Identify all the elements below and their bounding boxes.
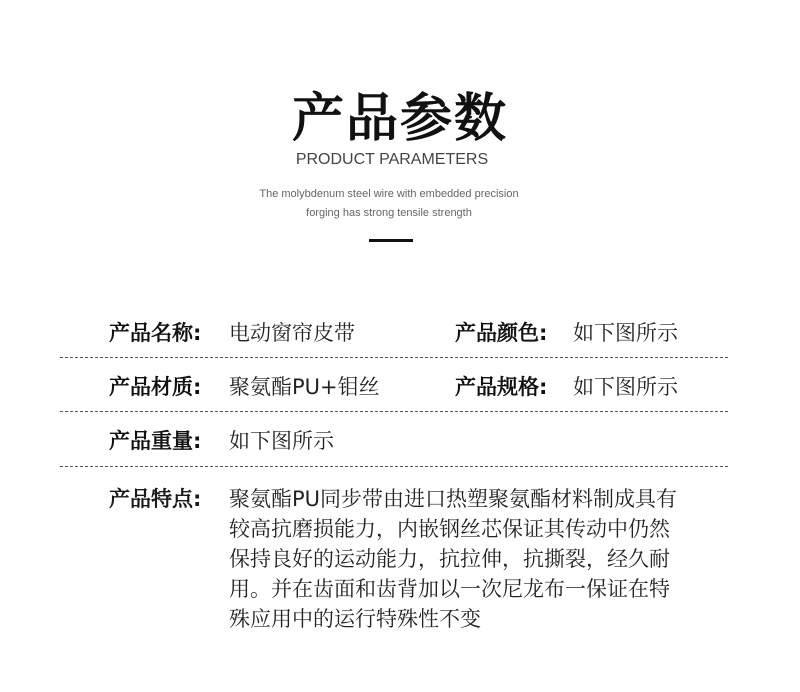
description-line-2: forging has strong tensile strength [306,207,472,219]
row-separator [60,357,728,358]
row-separator [60,411,728,412]
title-underline [369,239,413,242]
description-line-1: The molybdenum steel wire with embedded precision [259,188,519,200]
product-color-label: 产品颜色: [455,321,548,345]
param-row-weight [0,426,800,456]
product-weight-value: 如下图所示 [229,429,334,453]
product-features-text: 聚氨酯PU同步带由进口热塑聚氨酯材料制成具有较高抗磨损能力，内嵌钢丝芯保证其传动中仍然保持良好的运动能力，抗拉伸，抗撕裂，经久耐用。并在齿面和齿背加以一次尼龙布一保证在特殊应用中的运行特殊性不变 [229,487,678,631]
product-weight-label: 产品重量: [109,429,202,453]
page-description [0,185,778,223]
row-separator [60,466,728,467]
product-name-value: 电动窗帘皮带 [229,321,355,345]
page-subtitle: PRODUCT PARAMETERS [295,151,489,168]
product-features-label: 产品特点: [109,487,202,511]
product-color-value: 如下图所示 [573,321,678,345]
page-title: 产品参数 [291,89,508,149]
product-material-label: 产品材质: [109,375,202,399]
product-name-label: 产品名称: [109,321,202,345]
product-material-value: 聚氨酯PU+钼丝 [229,375,380,399]
param-row-name-color [0,318,800,348]
product-spec-value: 如下图所示 [573,375,678,399]
param-row-material-spec [0,372,800,402]
product-spec-label: 产品规格: [455,375,548,399]
